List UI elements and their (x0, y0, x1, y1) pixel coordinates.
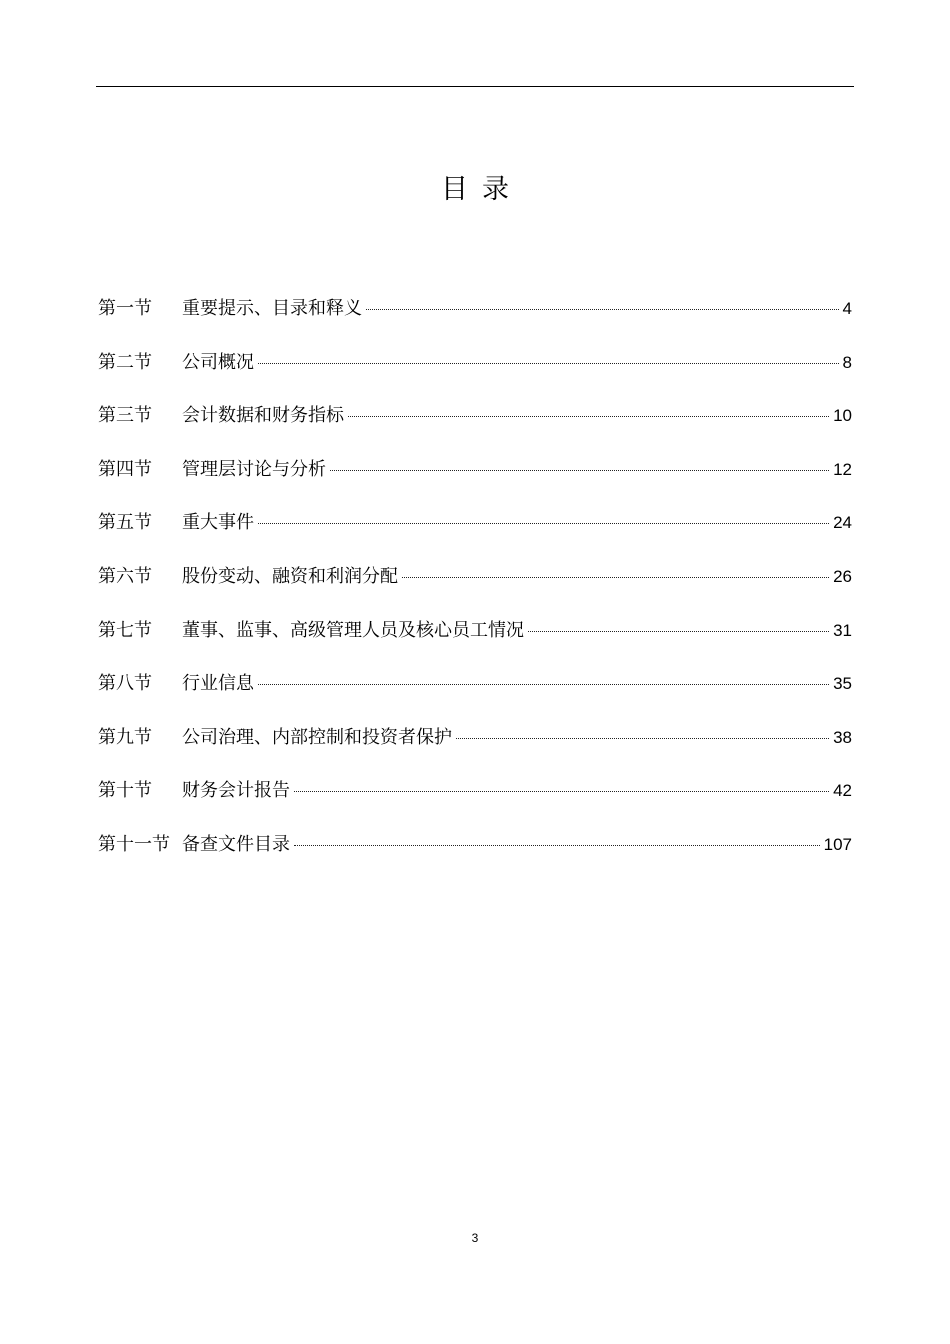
dot-leader (294, 845, 820, 846)
toc-page-number: 42 (833, 781, 852, 801)
toc-entry-title: 行业信息 (182, 673, 254, 695)
page-number: 3 (471, 1231, 479, 1245)
dot-leader (258, 523, 829, 524)
dot-leader (456, 738, 829, 739)
toc-entry[interactable] (98, 670, 852, 724)
toc-page-number: 35 (833, 674, 852, 694)
toc-entry-title: 股份变动、融资和利润分配 (182, 565, 398, 587)
toc-entry[interactable] (98, 563, 852, 617)
toc-page-number: 24 (833, 513, 852, 533)
toc-title: 目录 (441, 174, 523, 205)
toc-section-label: 第二节 (98, 351, 152, 373)
toc-section-label: 第五节 (98, 512, 152, 534)
dot-leader (402, 577, 829, 578)
toc-entry[interactable] (98, 617, 852, 671)
toc-entry-title: 重大事件 (182, 512, 254, 534)
toc-page-number: 31 (833, 620, 852, 640)
toc-section-label: 第十节 (98, 780, 152, 802)
toc-entry-title: 会计数据和财务指标 (182, 405, 344, 427)
toc-section-label: 第一节 (98, 298, 152, 319)
toc-entry-title: 重要提示、目录和释义 (182, 298, 362, 319)
toc-entry[interactable] (98, 349, 852, 403)
toc-entry[interactable] (98, 456, 852, 510)
toc-section-label: 第三节 (98, 405, 152, 427)
toc-entry[interactable] (98, 295, 852, 349)
dot-leader (330, 470, 829, 471)
toc-section-label: 第四节 (98, 458, 152, 480)
toc-page-number: 8 (842, 352, 852, 372)
toc-entry-title: 公司治理、内部控制和投资者保护 (182, 726, 452, 748)
dot-leader (258, 363, 839, 364)
toc-entry[interactable] (98, 724, 852, 778)
dot-leader (528, 631, 829, 632)
toc-section-label: 第七节 (98, 619, 152, 641)
toc-entry[interactable] (98, 509, 852, 563)
dot-leader (258, 684, 829, 685)
toc-entry-title: 管理层讨论与分析 (182, 458, 326, 480)
toc-page-number: 26 (833, 566, 852, 586)
header-rule (96, 86, 854, 87)
toc-page-number: 10 (833, 406, 852, 426)
toc-entry-title: 董事、监事、高级管理人员及核心员工情况 (182, 619, 524, 641)
toc-list (98, 295, 852, 885)
toc-section-label: 第十一节 (98, 833, 170, 855)
toc-entry[interactable] (98, 831, 852, 885)
toc-entry-title: 公司概况 (182, 351, 254, 373)
dot-leader (294, 791, 829, 792)
toc-section-label: 第八节 (98, 673, 152, 695)
toc-entry[interactable] (98, 402, 852, 456)
toc-entry-title: 财务会计报告 (182, 780, 290, 802)
toc-section-label: 第六节 (98, 565, 152, 587)
toc-entry-title: 备查文件目录 (182, 833, 290, 855)
toc-section-label: 第九节 (98, 726, 152, 748)
toc-page-number: 12 (833, 459, 852, 479)
toc-page-number: 38 (833, 727, 852, 747)
dot-leader (366, 309, 839, 310)
toc-page-number: 107 (823, 834, 852, 854)
toc-page-number: 4 (842, 299, 852, 318)
dot-leader (348, 416, 829, 417)
toc-entry[interactable] (98, 777, 852, 831)
